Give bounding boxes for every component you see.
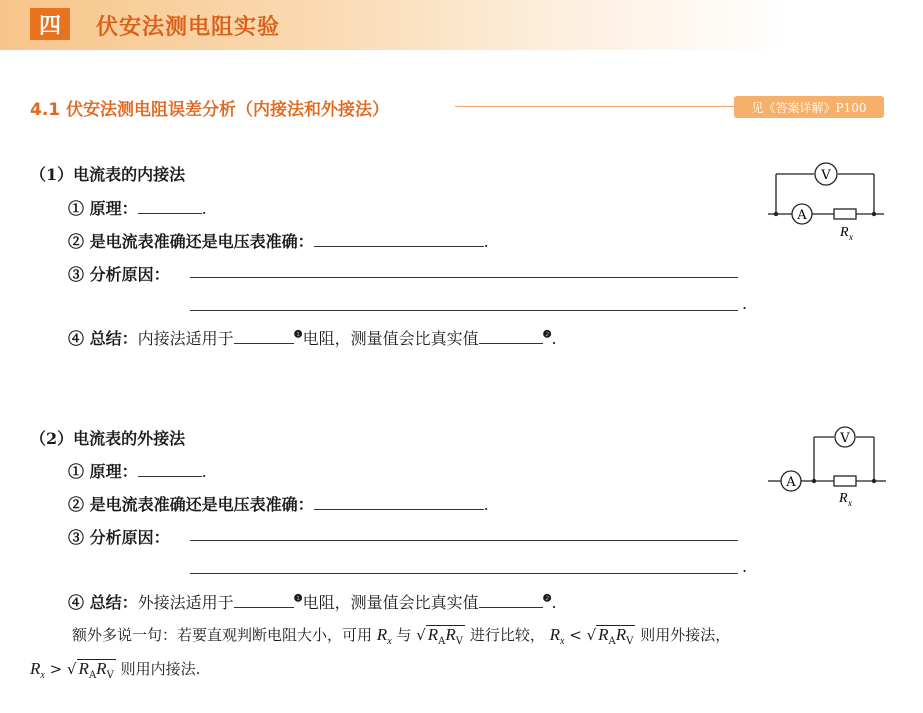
part1-item3-label: ③ 分析原因：: [68, 265, 170, 284]
note-text: 则用内接法.: [120, 660, 201, 678]
period: .: [551, 329, 557, 348]
formula-R: R: [615, 625, 627, 644]
answer-line[interactable]: [190, 573, 738, 574]
answer-blank[interactable]: [234, 329, 294, 344]
part1-item4-label: ④ 总结：: [68, 329, 138, 348]
formula-R: R: [30, 659, 41, 678]
period: .: [201, 199, 207, 218]
resistor-subscript: x: [848, 498, 852, 508]
ammeter-label: A: [786, 475, 796, 490]
extra-note-line-1: [72, 624, 730, 647]
sqrt-RA-RV: √ $R_AR_V$: [416, 625, 464, 647]
formula-subscript: V: [455, 636, 464, 647]
resistor-icon: [834, 476, 856, 486]
voltmeter-label: V: [821, 168, 831, 183]
footnote-mark-2: ❷: [542, 329, 552, 341]
part1-item1-label: ① 原理：: [68, 199, 138, 218]
part2-item4-text1: 外接法适用于: [137, 593, 234, 612]
formula-R: R: [549, 625, 560, 644]
part1-item4: [68, 326, 557, 349]
part2-item3-label: ③ 分析原因：: [68, 528, 170, 547]
part2-heading: （2）电流表的外接法: [30, 429, 186, 448]
formula-R: R: [445, 625, 456, 644]
note-text: 则用外接法，: [640, 626, 731, 644]
resistor-subscript: x: [849, 232, 853, 242]
extra-note-line-2: [30, 658, 200, 681]
formula-subscript: x: [387, 636, 392, 647]
answer-reference-tag: 见《答案详解》P100: [734, 96, 884, 118]
answer-blank[interactable]: [138, 462, 202, 477]
part2-item4-label: ④ 总结：: [68, 593, 138, 612]
answer-line[interactable]: [190, 277, 738, 278]
part2-item1: [68, 459, 207, 482]
greater-than-sign: >: [49, 660, 63, 678]
resistor-icon: [834, 209, 856, 219]
note-text: 与: [396, 626, 412, 644]
sqrt-RA-RV: √ $R_AR_V$: [586, 625, 634, 647]
formula-subscript: V: [626, 636, 634, 647]
answer-blank[interactable]: [479, 329, 543, 344]
chapter-number-badge: 四: [30, 8, 70, 40]
footnote-mark-1: ❶: [293, 593, 303, 605]
answer-line[interactable]: [190, 310, 738, 311]
part2-item2: [68, 492, 489, 515]
ammeter-label: A: [797, 208, 807, 223]
resistor-label: R: [839, 491, 848, 506]
part2-item4-text2: 电阻，测量值会比真实值: [302, 593, 479, 612]
answer-blank[interactable]: [314, 495, 484, 510]
period: .: [742, 557, 748, 576]
answer-line[interactable]: [190, 540, 738, 541]
part1-item2: [68, 229, 489, 252]
period: .: [201, 462, 207, 481]
chapter-title: 伏安法测电阻实验: [96, 15, 281, 40]
footnote-mark-2: ❷: [542, 593, 552, 605]
answer-blank[interactable]: [234, 593, 294, 608]
part1-item4-text2: 电阻，测量值会比真实值: [302, 329, 479, 348]
formula-subscript: A: [438, 636, 446, 647]
formula-subscript: A: [88, 670, 97, 681]
period: .: [551, 593, 557, 612]
less-than-sign: <: [569, 626, 582, 644]
resistor-label: R: [840, 225, 849, 240]
part1-item4-text1: 内接法适用于: [137, 329, 234, 348]
answer-blank[interactable]: [314, 232, 484, 247]
part2-item1-label: ① 原理：: [68, 462, 138, 481]
formula-R: R: [427, 625, 439, 644]
period: .: [742, 294, 748, 313]
part2-item4: [68, 590, 557, 613]
part1-heading: （1）电流表的内接法: [30, 165, 186, 184]
period: .: [483, 232, 489, 251]
note-text: 进行比较，: [469, 626, 545, 644]
formula-subscript: V: [106, 670, 114, 681]
formula-R: R: [78, 659, 89, 678]
footnote-mark-1: ❶: [293, 329, 303, 341]
external-connection-circuit-diagram: [764, 420, 894, 510]
part1-item3: [68, 262, 170, 285]
internal-connection-circuit-diagram: [764, 156, 894, 246]
formula-R: R: [598, 625, 609, 644]
section-rule: [455, 106, 737, 107]
formula-subscript: A: [608, 636, 616, 647]
voltmeter-label: V: [840, 431, 850, 446]
note-text: 额外多说一句：若要直观判断电阻大小，可用: [72, 626, 373, 644]
answer-blank[interactable]: [479, 593, 543, 608]
part2-item3: [68, 525, 170, 548]
part2-item2-label: ② 是电流表准确还是电压表准确：: [68, 495, 314, 514]
sqrt-RA-RV: √ $R_AR_V$: [66, 659, 114, 681]
part1-item1: [68, 196, 207, 219]
section-title: 4.1 伏安法测电阻误差分析（内接法和外接法）: [30, 100, 390, 120]
part1-item2-label: ② 是电流表准确还是电压表准确：: [68, 232, 314, 251]
answer-blank[interactable]: [138, 199, 202, 214]
formula-R: R: [376, 625, 388, 644]
formula-subscript: x: [40, 670, 45, 681]
formula-R: R: [96, 659, 107, 678]
formula-subscript: x: [560, 636, 565, 647]
period: .: [483, 495, 489, 514]
